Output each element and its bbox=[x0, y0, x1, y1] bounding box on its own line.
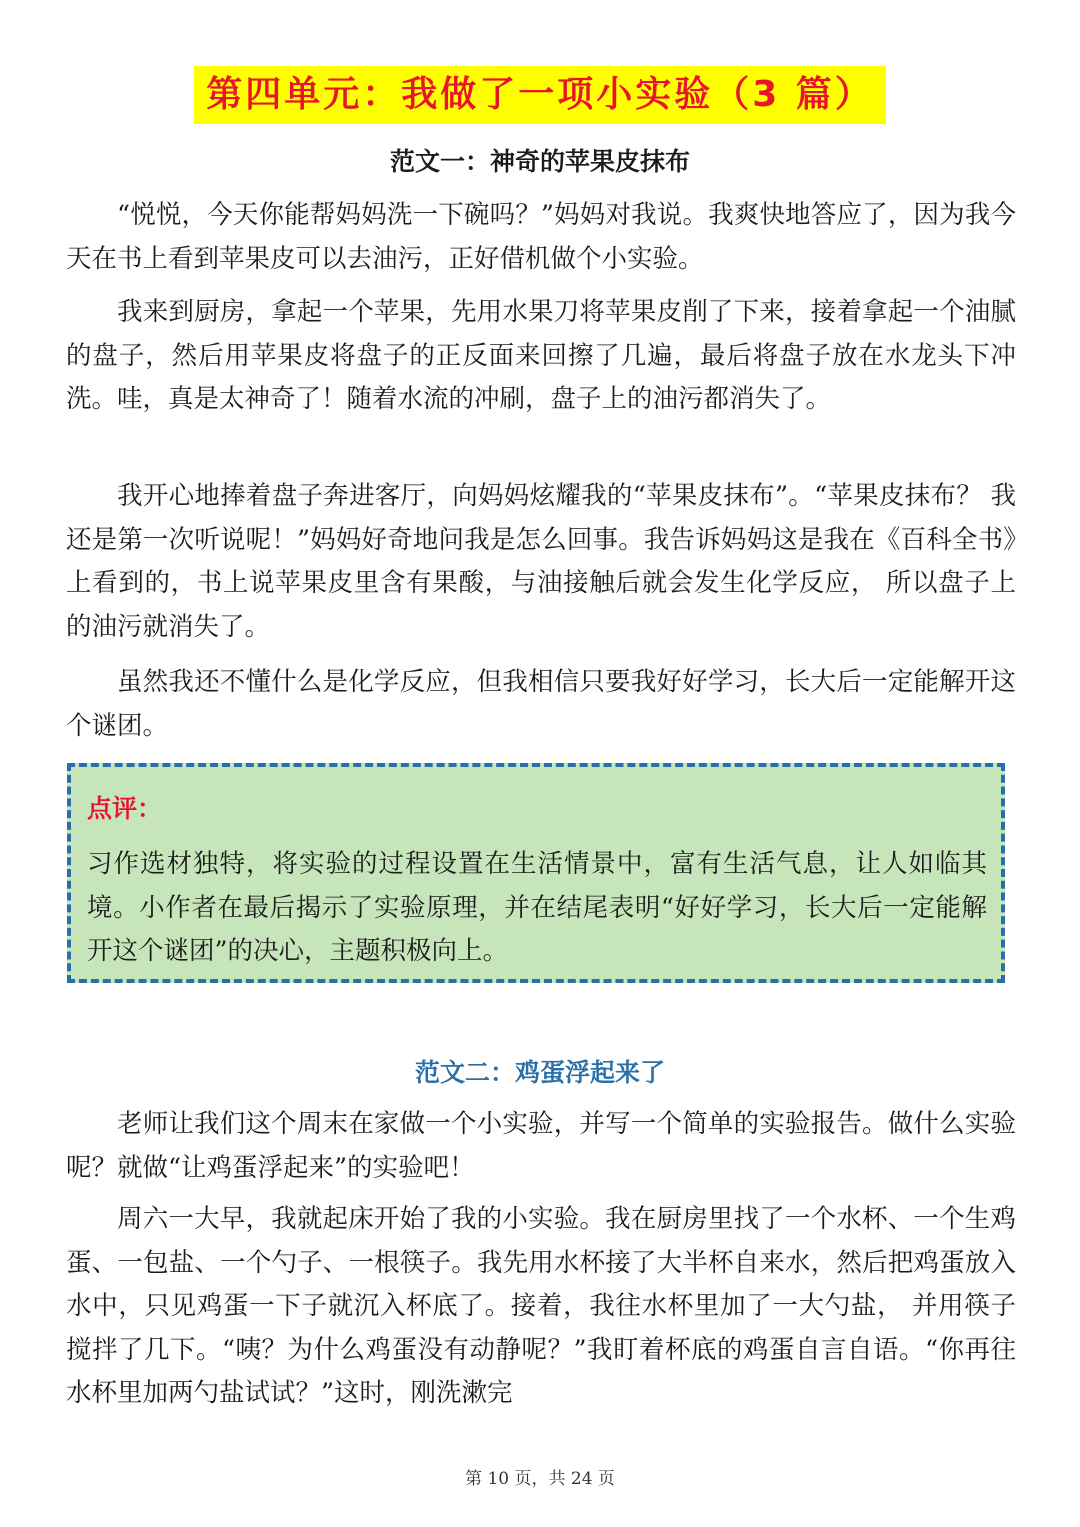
comment-box bbox=[67, 763, 1005, 983]
unit-title-wrap bbox=[0, 66, 1080, 124]
essay1-paragraph-3: 我开心地捧着盘子奔进客厅，向妈妈炫耀我的“苹果皮抹布”。“苹果皮抹布？ 我还是第一次听说呢！”妈妈好奇地问我是怎么回事。我告诉妈妈这是我在《百科全书》上看到的，书上说苹果皮里含有果酸，与油接触后就会发生化学反应， 所以盘子上的油污就消失了。 bbox=[66, 481, 1016, 642]
essay1-title: 范文一：神奇的苹果皮抹布 bbox=[389, 147, 690, 176]
essay1-paragraph-2: 我来到厨房，拿起一个苹果，先用水果刀将苹果皮削了下来，接着拿起一个油腻的盘子，然后用苹果皮将盘子的正反面来回擦了几遍，最后将盘子放在水龙头下冲洗。哇，真是太神奇了！随着水流的冲刷，盘子上的油污都消失了。 bbox=[66, 297, 1016, 414]
essay1-paragraph-1: “悦悦，今天你能帮妈妈洗一下碗吗？”妈妈对我说。我爽快地答应了，因为我今天在书上看到苹果皮可以去油污，正好借机做个小实验。 bbox=[66, 200, 1016, 274]
comment-text: 习作选材独特，将实验的过程设置在生活情景中，富有生活气息，让人如临其境。小作者在最后揭示了实验原理，并在结尾表明“好好学习，长大后一定能解开这个谜团”的决心，主题积极向上。 bbox=[87, 849, 987, 966]
essay2-paragraph-2: 周六一大早，我就起床开始了我的小实验。我在厨房里找了一个水杯、一个生鸡蛋、一包盐、一个勺子、一根筷子。我先用水杯接了大半杯自来水，然后把鸡蛋放入水中，只见鸡蛋一下子就沉入杯底了。接着，我往水杯里加了一大勺盐， 并用筷子搅拌了几下。“咦？为什么鸡蛋没有动静呢？”我盯着杯底的鸡蛋自言自语。“你再往水杯里加两勺盐试试？”这时，刚洗漱完 bbox=[66, 1204, 1016, 1408]
comment-label: 点评： bbox=[87, 794, 163, 823]
unit-title: 第四单元：我做了一项小实验（3 篇） bbox=[194, 66, 886, 124]
essay2-paragraph-1: 老师让我们这个周末在家做一个小实验，并写一个简单的实验报告。做什么实验呢？就做“让鸡蛋浮起来”的实验吧！ bbox=[66, 1109, 1016, 1183]
essay2-title: 范文二：鸡蛋浮起来了 bbox=[414, 1058, 665, 1087]
essay1-paragraph-4: 虽然我还不懂什么是化学反应，但我相信只要我好好学习，长大后一定能解开这个谜团。 bbox=[66, 667, 1016, 741]
page-footer: 第 10 页，共 24 页 bbox=[465, 1469, 615, 1489]
